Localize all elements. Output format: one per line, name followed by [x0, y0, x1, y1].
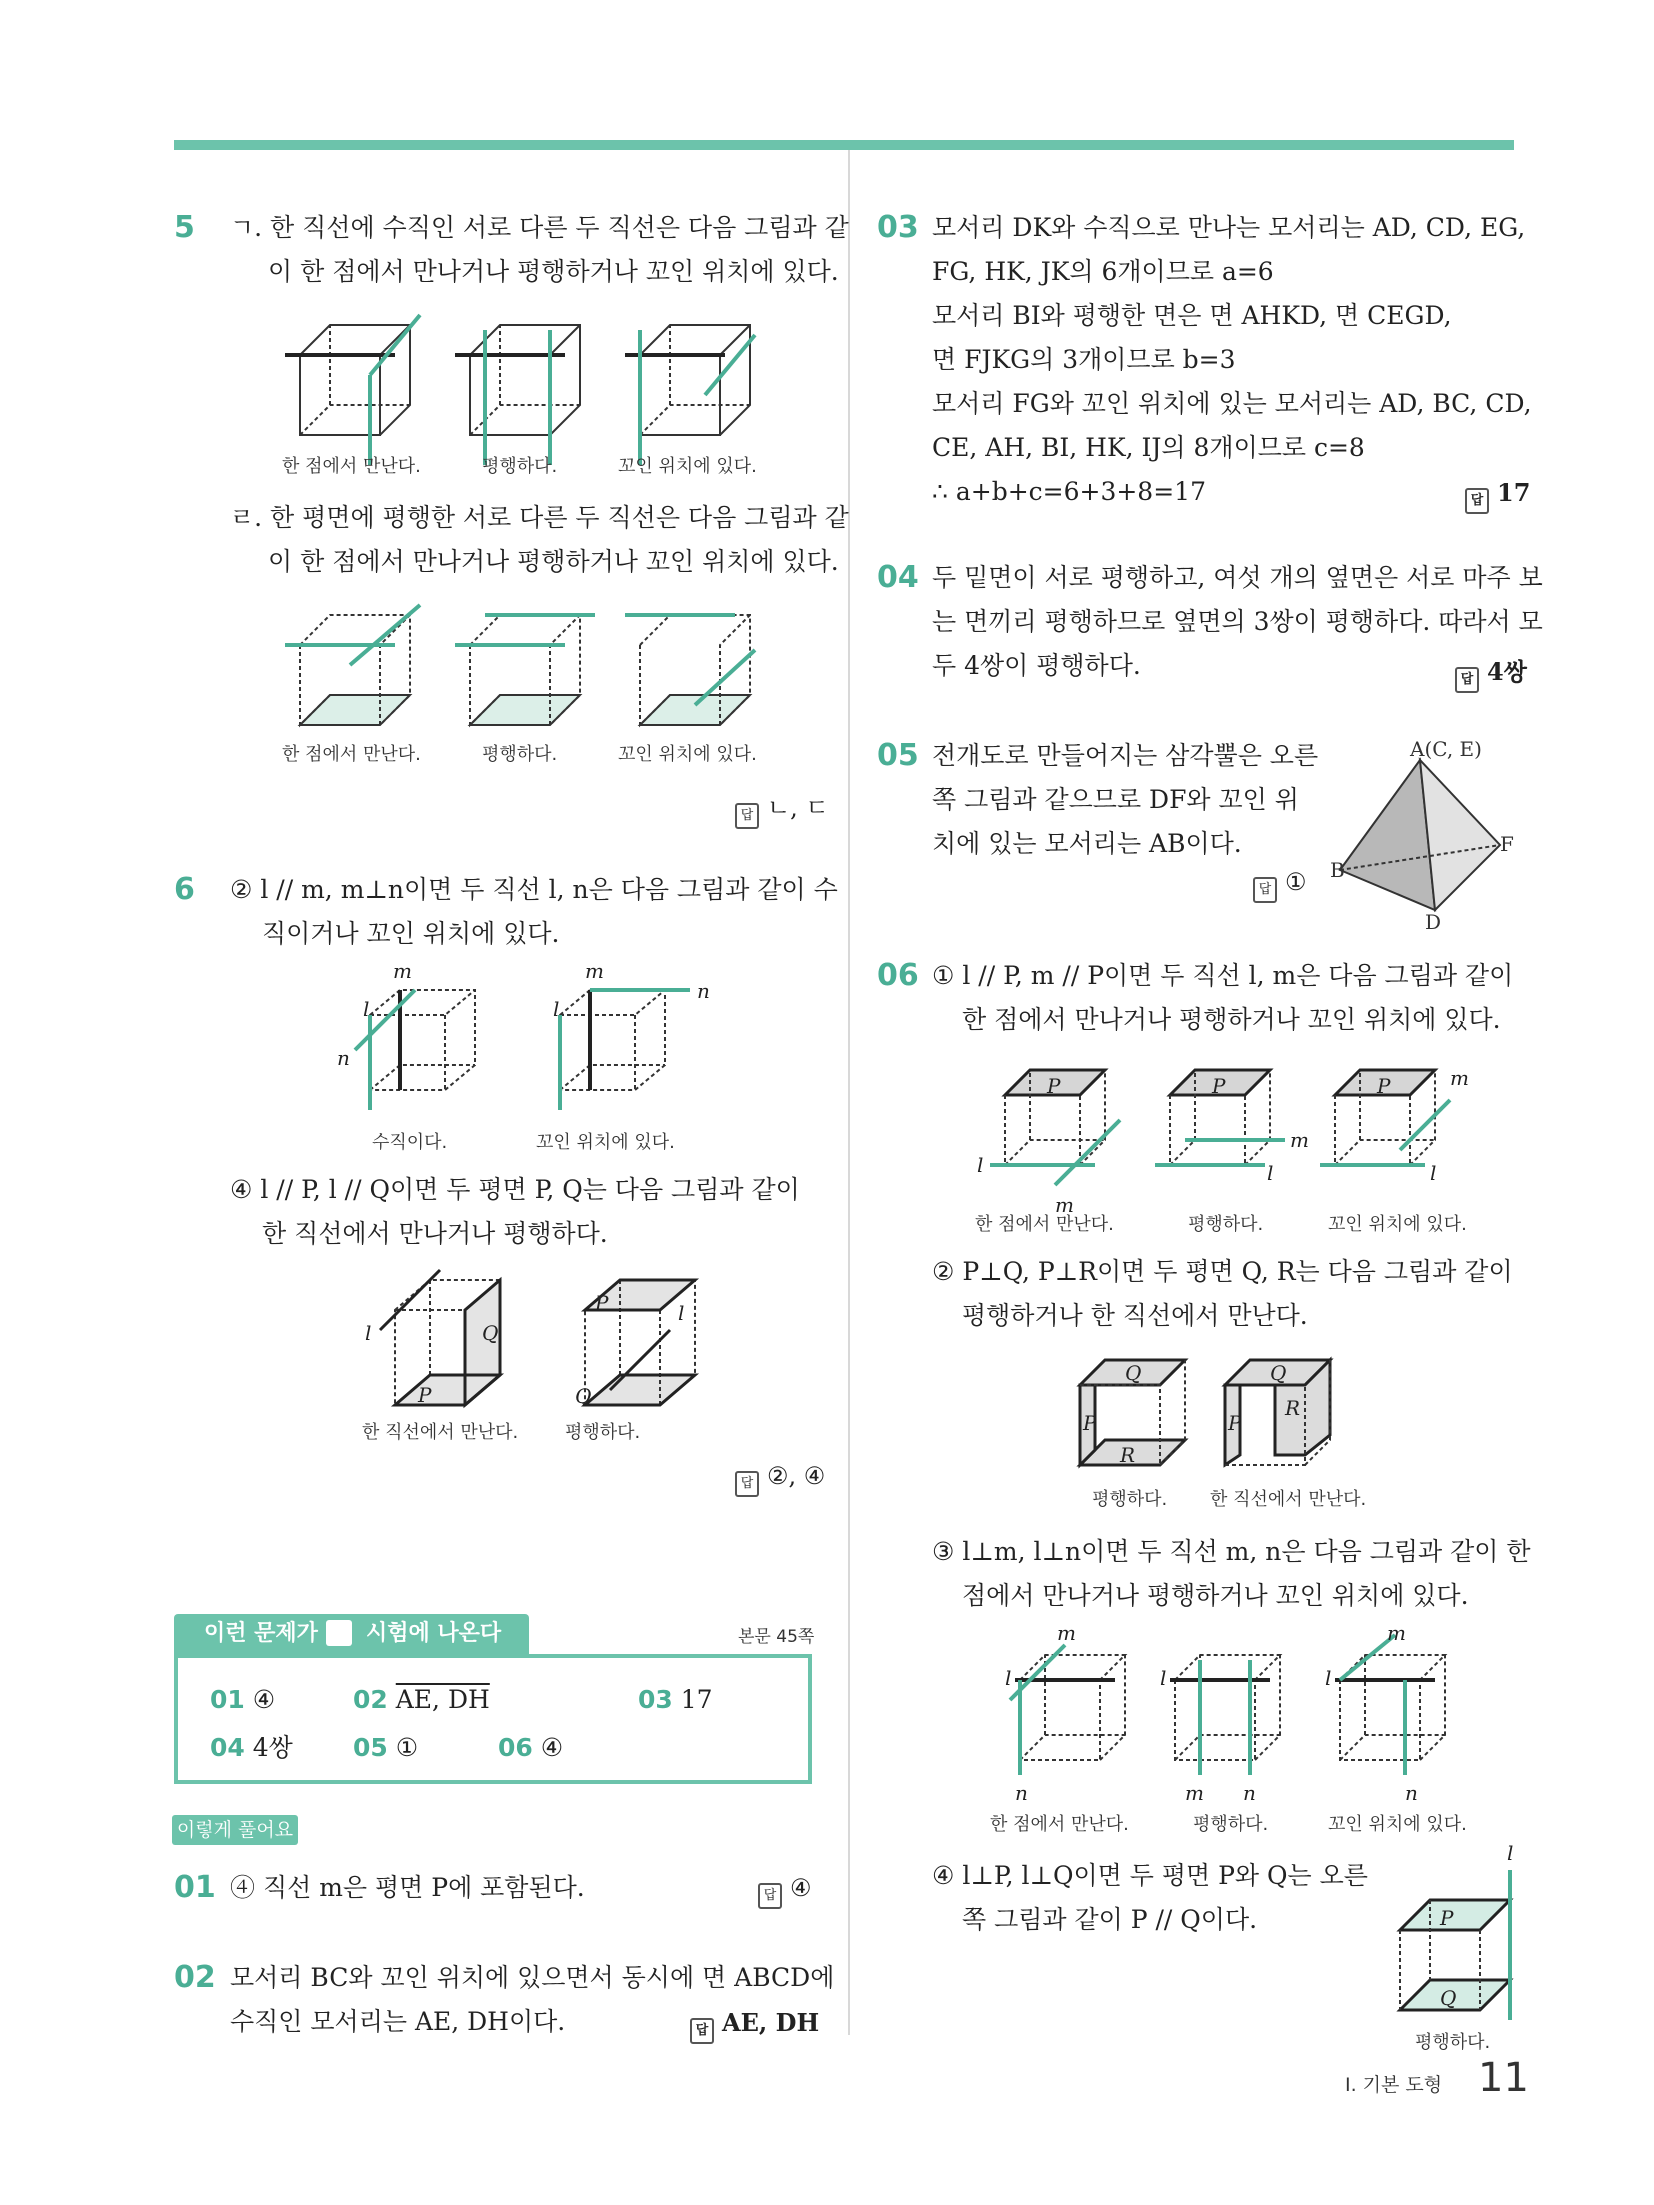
s06-figure-3 [1005, 1621, 1465, 1805]
svg-text:l: l [365, 1321, 372, 1345]
s06-caption-2b: 한 직선에서 만난다. [1210, 1489, 1367, 1510]
s04-line2: 는 면끼리 평행하므로 옆면의 3쌍이 평행하다. 따라서 모 [932, 607, 1543, 636]
svg-text:l: l [553, 997, 560, 1021]
s06-line3: ② P⊥Q, P⊥R이면 두 평면 Q, R는 다음 그림과 같이 [932, 1257, 1513, 1286]
solve-tag: 이렇게 풀어요 [172, 1815, 298, 1845]
s06-caption-1a: 한 점에서 만난다. [975, 1214, 1114, 1235]
p5-caption-b1: 한 점에서 만난다. [282, 744, 421, 765]
svg-text:l: l [1430, 1161, 1437, 1185]
s05-answer: 답 ① [1253, 868, 1307, 903]
p5-answer: 답 ㄴ, ㄷ [735, 788, 829, 829]
svg-text:Q: Q [1440, 1986, 1457, 2010]
p5-line2: 이 한 점에서 만나거나 평행하거나 꼬인 위치에 있다. [268, 257, 839, 286]
s03-line2: FG, HK, JK의 6개이므로 a=6 [932, 257, 1274, 286]
svg-text:n: n [1405, 1781, 1418, 1805]
s05-line1: 전개도로 만들어지는 삼각뿔은 오른 [932, 741, 1319, 770]
svg-text:Q: Q [575, 1384, 592, 1408]
s06-figure-1 [977, 1060, 1469, 1217]
s03-number: 03 [877, 210, 919, 245]
exam-item-02: 02 AE, DH [353, 1685, 490, 1714]
svg-text:m: m [1185, 1781, 1204, 1805]
answer-mark-icon: 답 [690, 2018, 714, 2044]
exam-item-04: 04 4쌍 [210, 1733, 293, 1762]
p6-line4: 한 직선에서 만나거나 평행하다. [262, 1219, 608, 1248]
svg-text:n: n [1015, 1781, 1028, 1805]
pyramid-label-top: A(C, E) [1410, 737, 1482, 761]
p5-caption-a2: 평행하다. [482, 456, 558, 477]
svg-text:l: l [1267, 1161, 1274, 1185]
p6-caption-a2: 꼬인 위치에 있다. [536, 1132, 675, 1153]
s03-line4: 면 FJKG의 3개이므로 b=3 [932, 345, 1236, 374]
s01-text: ④ 직선 m은 평면 P에 포함된다. [230, 1873, 585, 1902]
exam-ref: 본문 45쪽 [738, 1627, 815, 1647]
s05-line3: 치에 있는 모서리는 AB이다. [932, 829, 1242, 858]
svg-text:P: P [1083, 1411, 1097, 1435]
p6-caption-b1: 한 직선에서 만난다. [362, 1422, 519, 1443]
s06-line2: 한 점에서 만나거나 평행하거나 꼬인 위치에 있다. [962, 1005, 1501, 1034]
s06-line7: ④ l⊥P, l⊥Q이면 두 평면 P와 Q는 오른 [932, 1861, 1368, 1890]
s06-caption-3c: 꼬인 위치에 있다. [1328, 1814, 1467, 1835]
p6-line1: ② l // m, m⊥n이면 두 직선 l, n은 다음 그림과 같이 수 [230, 875, 838, 904]
s03-line7: ∴ a+b+c=6+3+8=17 [932, 477, 1206, 506]
s06-line8: 쪽 그림과 같이 P // Q이다. [962, 1905, 1258, 1934]
p5-caption-a3: 꼬인 위치에 있다. [618, 456, 757, 477]
p5-figure-a [285, 315, 755, 465]
p5-caption-b2: 평행하다. [482, 744, 558, 765]
svg-text:n: n [1243, 1781, 1256, 1805]
svg-text:n: n [337, 1046, 350, 1070]
top-accent-bar [174, 140, 1514, 150]
svg-text:l: l [363, 997, 370, 1021]
s04-line1: 두 밑면이 서로 평행하고, 여섯 개의 옆면은 서로 마주 보 [932, 563, 1543, 592]
svg-text:P: P [1440, 1906, 1454, 1930]
s06-line5: ③ l⊥m, l⊥n이면 두 직선 m, n은 다음 그림과 같이 한 [932, 1537, 1531, 1566]
p5-caption-a1: 한 점에서 만난다. [282, 456, 421, 477]
s02-answer: 답 AE, DH [690, 2008, 819, 2044]
pyramid-label-left: B [1330, 858, 1345, 882]
p6-caption-b2: 평행하다. [565, 1422, 641, 1443]
svg-text:m: m [585, 959, 604, 983]
svg-text:Q: Q [482, 1321, 499, 1345]
answer-mark-icon: 답 [1455, 667, 1479, 693]
s03-answer: 답 17 [1465, 478, 1530, 514]
p6-figure-b [360, 1280, 700, 1410]
svg-text:Q: Q [1270, 1361, 1287, 1385]
svg-text:P: P [1047, 1074, 1061, 1098]
svg-text:m: m [1055, 1193, 1074, 1217]
s06-caption-1c: 꼬인 위치에 있다. [1328, 1214, 1467, 1235]
p6-answer: 답 ②, ④ [735, 1462, 825, 1497]
p6-caption-a1: 수직이다. [372, 1132, 448, 1153]
answer-mark-icon: 답 [1253, 877, 1277, 903]
s03-line1: 모서리 DK와 수직으로 만나는 모서리는 AD, CD, EG, [932, 213, 1526, 242]
svg-text:l: l [977, 1153, 984, 1177]
svg-text:l: l [678, 1301, 685, 1325]
s06-line1: ① l // P, m // P이면 두 직선 l, m은 다음 그림과 같이 [932, 961, 1514, 990]
p6-line3: ④ l // P, l // Q이면 두 평면 P, Q는 다음 그림과 같이 [230, 1175, 800, 1204]
exam-box-header [174, 1614, 529, 1654]
s06-line4: 평행하거나 한 직선에서 만난다. [962, 1301, 1308, 1330]
svg-text:m: m [1450, 1066, 1469, 1090]
answer-mark-icon: 답 [735, 803, 759, 829]
s05-number: 05 [877, 738, 919, 773]
exam-paper-icon [326, 1620, 352, 1646]
exam-title-2: 시험에 나온다 [366, 1621, 502, 1646]
p5-line1: ㄱ. 한 직선에 수직인 서로 다른 두 직선은 다음 그림과 같 [230, 213, 849, 242]
exam-answers-box [174, 1654, 812, 1784]
s04-line3: 두 4쌍이 평행하다. [932, 651, 1141, 680]
exam-item-01: 01 ④ [210, 1685, 276, 1714]
svg-text:m: m [1057, 1621, 1076, 1645]
s02-line1: 모서리 BC와 꼬인 위치에 있으면서 동시에 면 ABCD에 [230, 1963, 835, 1992]
page-number: 11 [1478, 2055, 1529, 2101]
problem-5-number: 5 [174, 210, 195, 245]
exam-item-05: 05 ① [353, 1733, 419, 1762]
p5-line4: 이 한 점에서 만나거나 평행하거나 꼬인 위치에 있다. [268, 547, 839, 576]
s06-figure-4 [1395, 1841, 1525, 2020]
p6-line2: 직이거나 꼬인 위치에 있다. [262, 919, 560, 948]
exam-title-1: 이런 문제가 [204, 1621, 318, 1646]
exam-item-06: 06 ④ [498, 1733, 564, 1762]
s01-answer: 답 ④ [758, 1874, 812, 1909]
svg-text:l: l [1325, 1666, 1332, 1690]
answer-mark-icon: 답 [735, 1471, 759, 1497]
s06-figure-2 [1075, 1355, 1345, 1475]
pyramid-label-right: F [1500, 832, 1514, 856]
svg-text:P: P [1212, 1074, 1226, 1098]
svg-text:P: P [1228, 1411, 1242, 1435]
p5-caption-b3: 꼬인 위치에 있다. [618, 744, 757, 765]
s05-line2: 쪽 그림과 같으므로 DF와 꼬인 위 [932, 785, 1299, 814]
p5-figure-b [285, 605, 755, 735]
column-divider [848, 150, 850, 2035]
s06-caption-3a: 한 점에서 만난다. [990, 1814, 1129, 1835]
svg-text:R: R [1120, 1443, 1136, 1467]
svg-text:l: l [1507, 1841, 1514, 1865]
answer-mark-icon: 답 [758, 1883, 782, 1909]
p5-line3: ㄹ. 한 평면에 평행한 서로 다른 두 직선은 다음 그림과 같 [230, 503, 849, 532]
svg-text:n: n [697, 979, 710, 1003]
svg-text:l: l [1005, 1666, 1012, 1690]
exam-item-03: 03 17 [638, 1685, 713, 1714]
s01-number: 01 [174, 1870, 216, 1905]
svg-text:m: m [1387, 1621, 1406, 1645]
s05-pyramid-figure [1340, 760, 1520, 920]
svg-text:P: P [1377, 1074, 1391, 1098]
svg-text:l: l [1160, 1666, 1167, 1690]
s02-number: 02 [174, 1960, 216, 1995]
chapter-label: Ⅰ. 기본 도형 [1345, 2074, 1443, 2096]
svg-text:P: P [595, 1291, 609, 1315]
s06-caption-4: 평행하다. [1415, 2032, 1491, 2053]
svg-text:P: P [418, 1383, 432, 1407]
problem-6-number: 6 [174, 872, 195, 907]
svg-text:m: m [1290, 1128, 1309, 1152]
answer-mark-icon: 답 [1465, 488, 1489, 514]
s03-line6: CE, AH, BI, HK, IJ의 8개이므로 c=8 [932, 433, 1365, 462]
s02-line2: 수직인 모서리는 AE, DH이다. [230, 2007, 566, 2036]
s03-line3: 모서리 BI와 평행한 면은 면 AHKD, 면 CEGD, [932, 301, 1452, 330]
s04-answer: 답 4쌍 [1455, 652, 1527, 693]
s06-number: 06 [877, 958, 919, 993]
svg-text:m: m [393, 959, 412, 983]
pyramid-label-bottom: D [1425, 910, 1442, 934]
s06-caption-2a: 평행하다. [1092, 1489, 1168, 1510]
s06-line6: 점에서 만나거나 평행하거나 꼬인 위치에 있다. [962, 1581, 1469, 1610]
s03-line5: 모서리 FG와 꼬인 위치에 있는 모서리는 AD, BC, CD, [932, 389, 1532, 418]
s06-caption-3b: 평행하다. [1193, 1814, 1269, 1835]
svg-text:Q: Q [1125, 1361, 1142, 1385]
p6-figure-a [337, 959, 715, 1120]
s06-caption-1b: 평행하다. [1188, 1214, 1264, 1235]
svg-text:R: R [1285, 1396, 1301, 1420]
s04-number: 04 [877, 560, 919, 595]
